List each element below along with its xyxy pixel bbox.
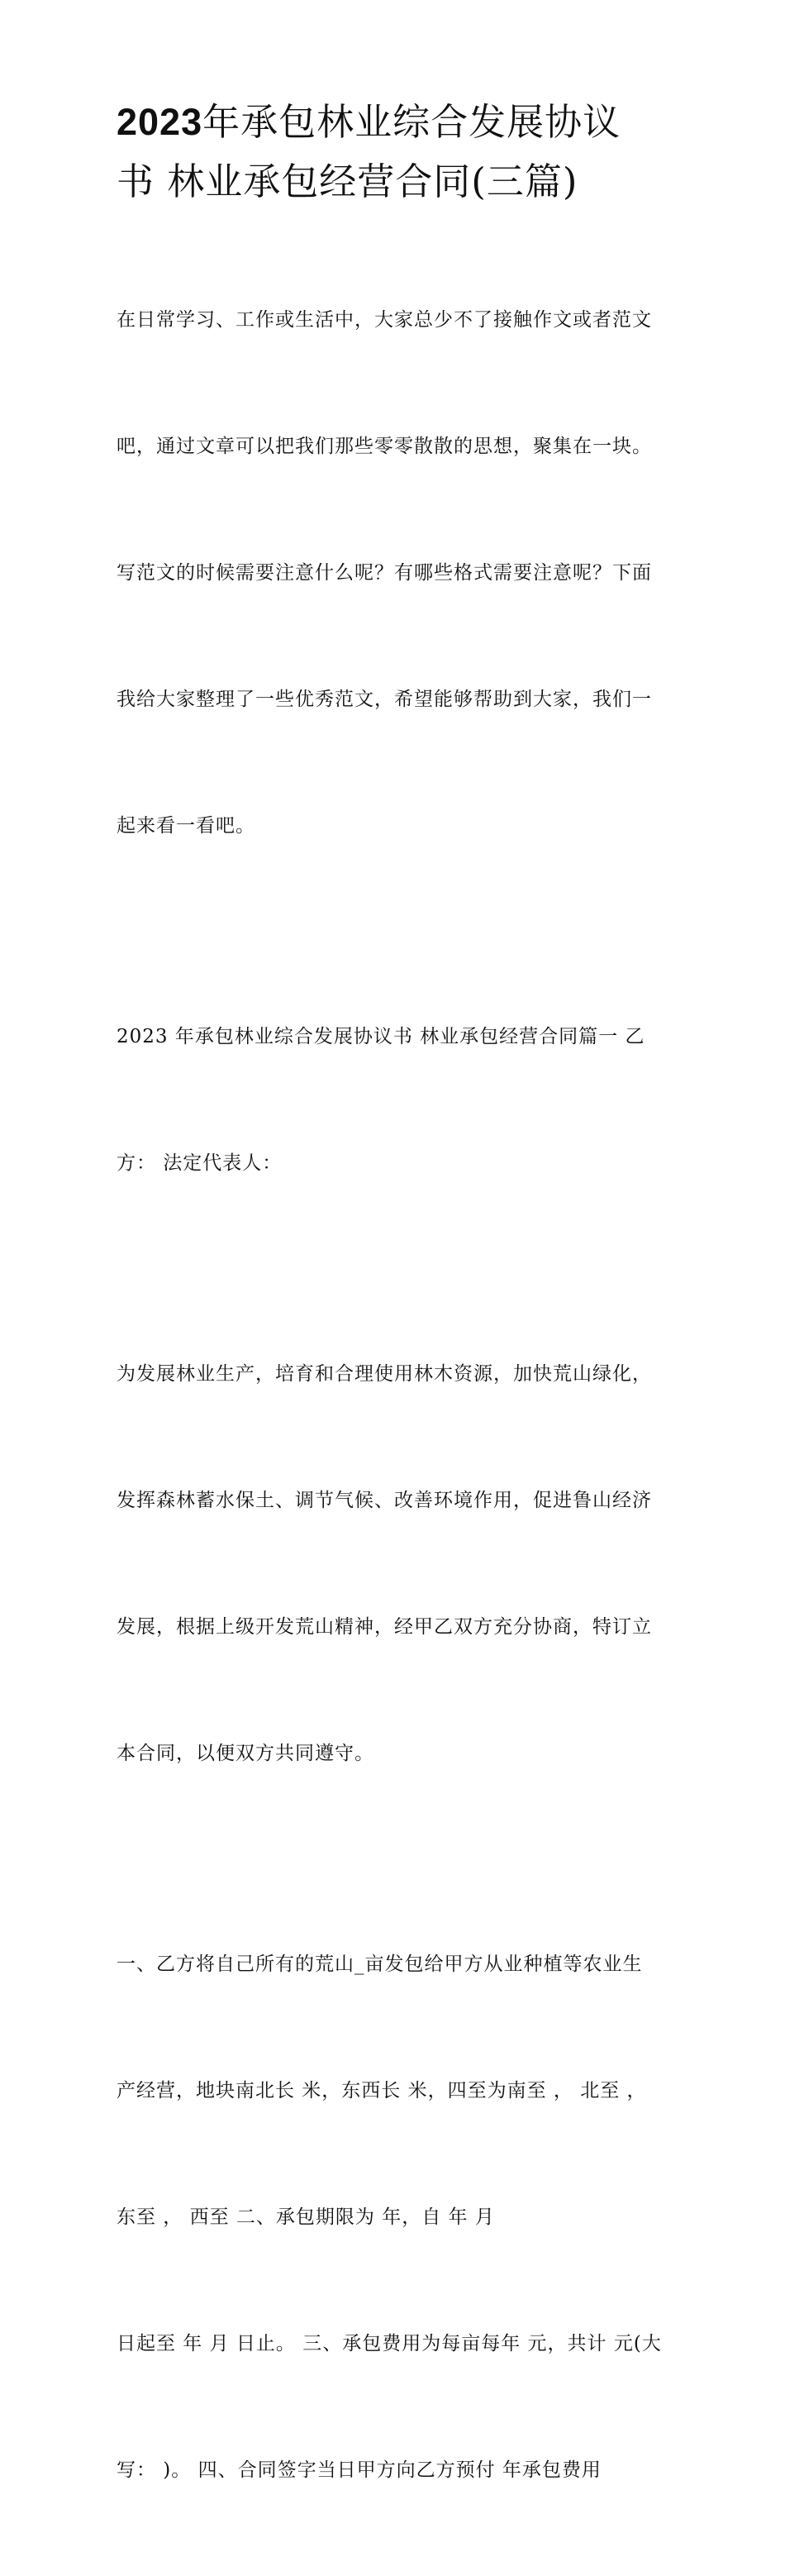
text-line: 本合同，以便双方共同遵守。 — [117, 1743, 374, 1764]
document-title — [117, 93, 672, 212]
title-year: 2023 — [117, 101, 203, 143]
text-line: 在日常学习、工作或生活中，大家总少不了接触作文或者范文 — [117, 309, 652, 331]
text-line: 我给大家整理了一些优秀范文，希望能够帮助到大家，我们一 — [117, 689, 652, 710]
text-line: 写范文的时候需要注意什么呢？有哪些格式需要注意呢？下面 — [117, 562, 652, 584]
text-line: 2023 年承包林业综合发展协议书 林业承包经营合同篇一 乙 — [117, 1026, 645, 1047]
title-line-1 — [117, 93, 672, 152]
text-line: 一、乙方将自己所有的荒山_亩发包给甲方从业种植等农业生 — [117, 1953, 643, 1975]
text-line: 方： 法定代表人： — [117, 1152, 283, 1174]
title-line-1-text: 年承包林业综合发展协议 — [202, 100, 621, 144]
text-line: 为发展林业生产，培育和合理使用林木资源，加快荒山绿化， — [117, 1363, 652, 1385]
text-line: 吧，通过文章可以把我们那些零零散散的思想，聚集在一块。 — [117, 436, 652, 457]
title-line-2: 书 林业承包经营合同(三篇) — [117, 160, 578, 203]
text-line: 发挥森林蓄水保土、调节气候、改善环境作用，促进鲁山经济 — [117, 1490, 652, 1511]
intro-paragraph — [117, 215, 672, 932]
text-line: 产经营，地块南北长 米，东西长 米，四至为南至 ， 北至 ， — [117, 2080, 647, 2101]
text-line: 日起至 年 月 日止。 三、承包费用为每亩每年 元，共计 元(大 — [117, 2333, 662, 2354]
text-line: 东至 ， 西至 二、承包期限为 年，自 年 月 — [117, 2206, 495, 2228]
text-line: 发展，根据上级开发荒山精神，经甲乙双方充分协商，特订立 — [117, 1616, 652, 1638]
text-line: 写： )。 四、合同签字当日甲方向乙方预付 年承包费用 — [117, 2459, 602, 2481]
document-page — [117, 93, 672, 2576]
purpose-paragraph — [117, 1269, 672, 1859]
text-line: 起来看一看吧。 — [117, 815, 255, 837]
terms-paragraph — [117, 1859, 672, 2576]
contract-heading-paragraph — [117, 932, 672, 1269]
